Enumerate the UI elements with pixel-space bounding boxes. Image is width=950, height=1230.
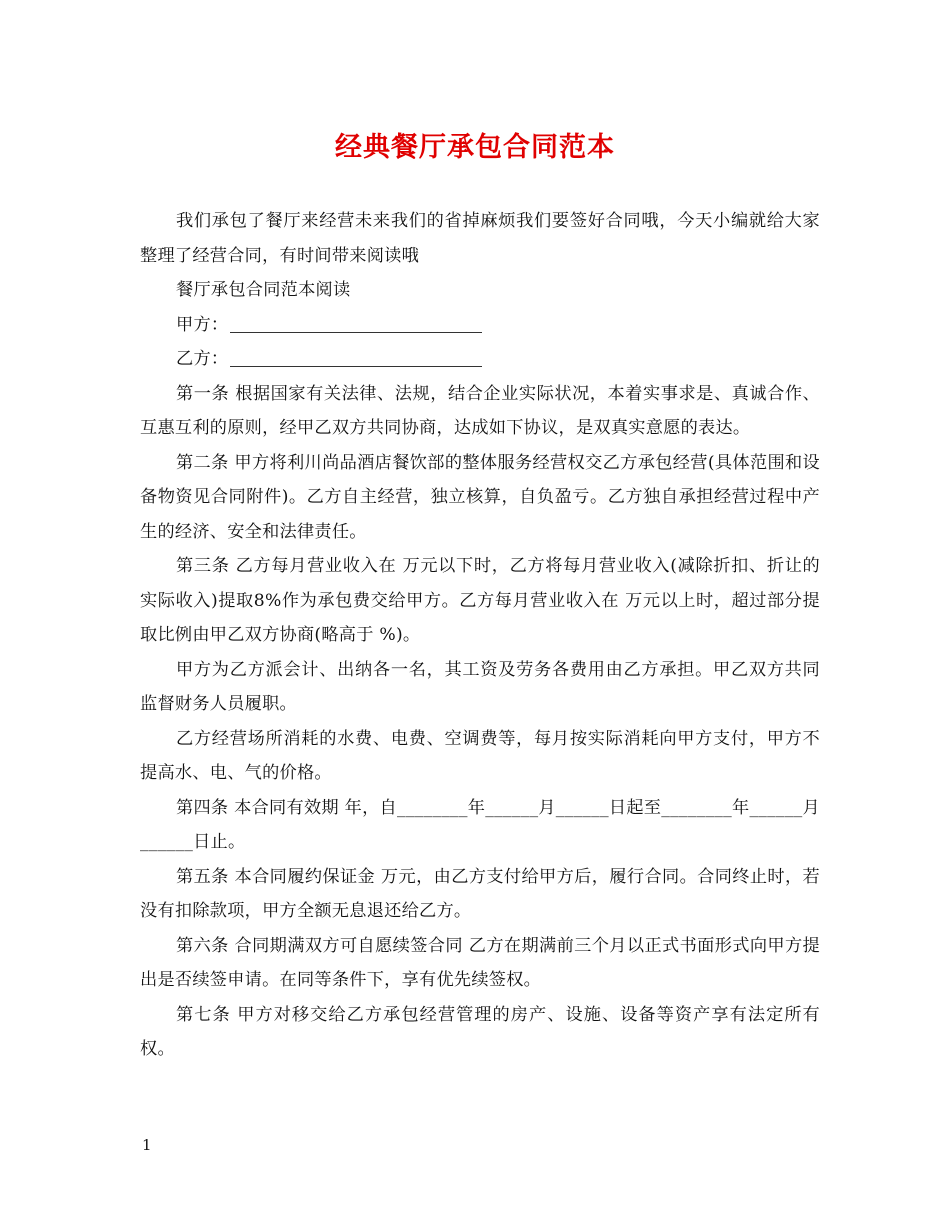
article-6: 第六条 合同期满双方可自愿续签合同 乙方在期满前三个月以正式书面形式向甲方提出是否续签申请。在同等条件下，享有优先续签权。 — [140, 935, 820, 990]
party-b-blank — [230, 346, 482, 367]
article-3-accounting: 甲方为乙方派会计、出纳各一名，其工资及劳务各费用由乙方承担。甲乙双方共同监督财务人员履职。 — [140, 659, 820, 714]
page-number: 1 — [142, 1136, 152, 1154]
article-3-utilities: 乙方经营场所消耗的水费、电费、空调费等，每月按实际消耗向甲方支付，甲方不提高水、电、气的价格。 — [140, 728, 820, 783]
article-3: 第三条 乙方每月营业收入在 万元以下时，乙方将每月营业收入(减除折扣、折让的实际收入)提取8%作为承包费交给甲方。乙方每月营业收入在 万元以上时，超过部分提取比例由甲乙双方协商(略高于 %)。 — [140, 556, 820, 645]
party-b-line — [140, 342, 820, 377]
party-a-line — [140, 308, 820, 343]
article-1: 第一条 根据国家有关法律、法规，结合企业实际状况，本着实事求是、真诚合作、互惠互利的原则，经甲乙双方共同协商，达成如下协议，是双真实意愿的表达。 — [140, 383, 820, 438]
party-a-blank — [230, 312, 482, 333]
article-5: 第五条 本合同履约保证金 万元，由乙方支付给甲方后，履行合同。合同终止时，若没有扣除款项，甲方全额无息退还给乙方。 — [140, 866, 820, 921]
article-7: 第七条 甲方对移交给乙方承包经营管理的房产、设施、设备等资产享有法定所有权。 — [140, 1004, 820, 1059]
document-title: 经典餐厅承包合同范本 — [335, 132, 615, 163]
contract-subtitle: 餐厅承包合同范本阅读 — [176, 280, 351, 300]
document-body — [140, 204, 820, 1067]
article-4: 第四条 本合同有效期 年，自________年______月______日起至________年______月______日止。 — [140, 797, 820, 852]
party-a-label: 甲方： — [176, 314, 229, 335]
party-b-label: 乙方： — [176, 349, 229, 369]
intro-paragraph: 我们承包了餐厅来经营未来我们的省掉麻烦我们要签好合同哦，今天小编就给大家整理了经营合同，有时间带来阅读哦 — [140, 211, 820, 266]
article-2: 第二条 甲方将利川尚品酒店餐饮部的整体服务经营权交乙方承包经营(具体范围和设备物资见合同附件)。乙方自主经营，独立核算，自负盈亏。乙方独自承担经营过程中产生的经济、安全和法律责任。 — [140, 452, 820, 542]
